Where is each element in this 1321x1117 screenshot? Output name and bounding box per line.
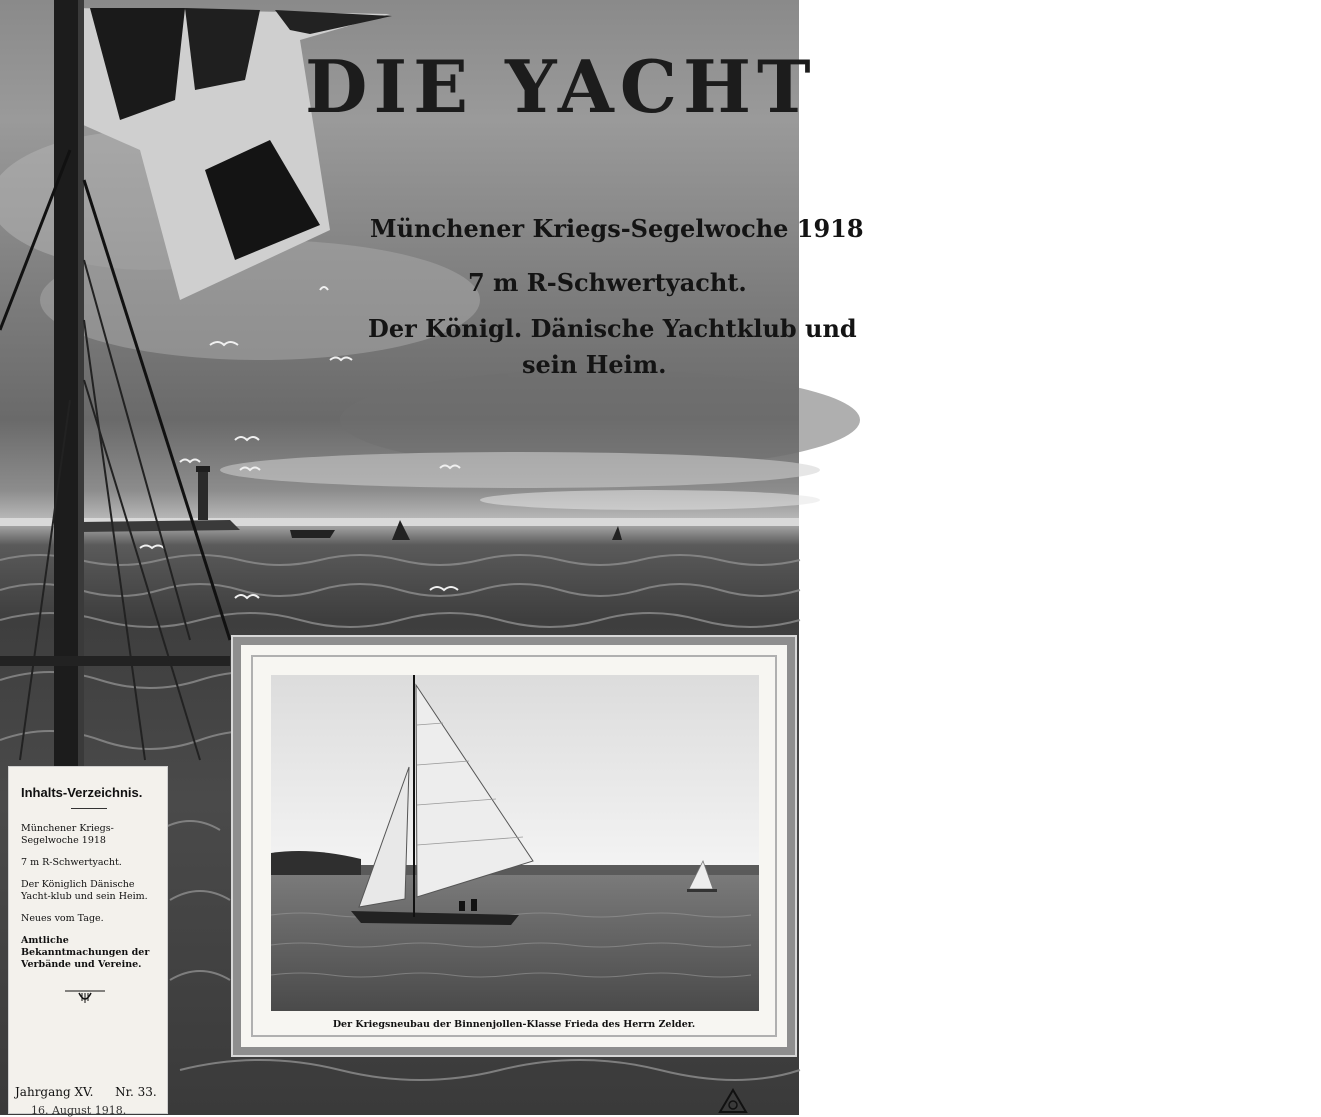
toc-divider xyxy=(71,808,107,809)
cover-headline-3: Der Königl. Dänische Yachtklub und xyxy=(368,314,857,343)
magazine-title: DIE YACHT xyxy=(305,44,817,129)
issue-date: 16. August 1918. xyxy=(31,1104,127,1117)
volume-label: Jahrgang XV. xyxy=(15,1085,94,1099)
issue-info xyxy=(15,1085,157,1099)
table-of-contents xyxy=(8,766,168,1117)
toc-item: Münchener Kriegs-Segelwoche 1918 xyxy=(21,823,114,846)
ornament-icon xyxy=(65,987,105,1008)
photo-caption: Der Kriegsneubau der Binnenjollen-Klasse Frieda des Herrn Zelder. xyxy=(332,1019,696,1030)
publisher-mark-icon xyxy=(718,1088,748,1114)
toc-item: Amtliche Bekanntmachungen der Verbände und Vereine. xyxy=(21,935,150,970)
toc-title: Inhalts-Verzeichnis. xyxy=(21,785,143,800)
issue-number: Nr. 33. xyxy=(115,1085,157,1099)
cover-headline-4: sein Heim. xyxy=(522,350,667,379)
sailboat-photo xyxy=(271,675,759,1011)
cover-headline-2: 7 m R-Schwertyacht. xyxy=(468,268,747,297)
cover-headline-1: Münchener Kriegs-Segelwoche 1918 xyxy=(370,214,864,243)
toc-item: 7 m R-Schwertyacht. xyxy=(21,857,122,868)
toc-item: Der Königlich Dänische Yacht-klub und sein Heim. xyxy=(21,879,148,902)
toc-item: Neues vom Tage. xyxy=(21,913,104,924)
inset-photo-frame xyxy=(233,637,795,1055)
